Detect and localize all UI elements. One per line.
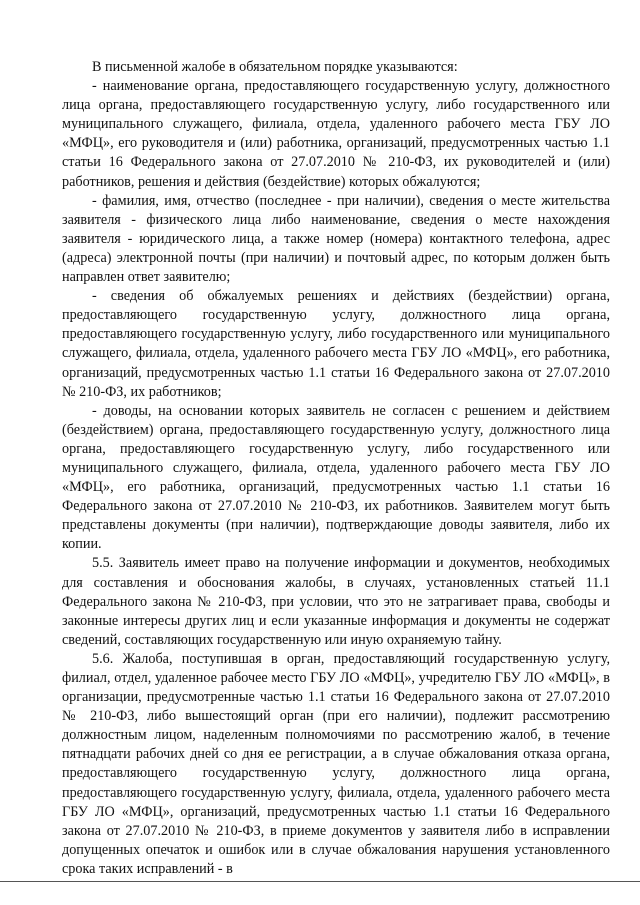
- paragraph-item-decisions: - сведения об обжалуемых решениях и действиях (бездействии) органа, предоставляющего государственную услугу, должностного лица органа, предоставляющего государственную услугу, либо государственного или муниципального служащего, филиала, отдела, удаленного рабочего места ГБУ ЛО «МФЦ», его работника, организаций, предусмотренных частью 1.1 статьи 16 Федерального закона от 27.07.2010 № 210-ФЗ, их работников;: [62, 288, 610, 400]
- paragraph-item-name: - наименование органа, предоставляющего государственную услугу, должностного лица органа, предоставляющего государственную услугу, либо государственного или муниципального служащего, филиала, отдела, удаленного рабочего места ГБУ ЛО «МФЦ», его руководителя и (или) работника, организаций, предусмотренных частью 1.1 статьи 16 Федерального закона от 27.07.2010 № 210-ФЗ, их руководителей и (или) работников, решения и действия (бездействие) которых обжалуются;: [62, 78, 610, 190]
- page-bottom-edge: [0, 881, 640, 882]
- paragraph-item-applicant: - фамилия, имя, отчество (последнее - при наличии), сведения о месте жительства заявителя - физического лица либо наименование, сведения о месте нахождения заявителя - юридического лица, а также номер (номера) контактного телефона, адрес (адреса) электронной почты (при наличии) и почтовый адрес, по которым должен быть направлен ответ заявителю;: [62, 192, 610, 286]
- paragraph-5-5: 5.5. Заявитель имеет право на получение информации и документов, необходимых для составления и обоснования жалобы, в случаях, установленных статьей 11.1 Федерального закона № 210-ФЗ, при условии, что это не затрагивает права, свободы и законные интересы других лиц и если указанные информация и документы не содержат сведений, составляющих государственную или иную охраняемую тайну.: [62, 555, 610, 648]
- document-page: [62, 58, 610, 879]
- paragraph-5-6: 5.6. Жалоба, поступившая в орган, предоставляющий государственную услугу, филиал, отдел, удаленное рабочее место ГБУ ЛО «МФЦ», учредителю ГБУ ЛО «МФЦ», в организации, предусмотренные частью 1.1 статьи 16 Федерального закона от 27.07.2010 № 210-ФЗ, либо вышестоящий орган (при его наличии), подлежит рассмотрению должностным лицом, наделенным полномочиями по рассмотрению жалоб, в течение пятнадцати рабочих дней со дня ее регистрации, а в случае обжалования отказа органа, предоставляющего государственную услугу, должностного лица органа, предоставляющего государственную услугу, филиала, отдела, удаленного рабочего места ГБУ ЛО «МФЦ», организаций, предусмотренных частью 1.1 статьи 16 Федерального закона от 27.07.2010 № 210-ФЗ, в приеме документов у заявителя либо в исправлении допущенных опечаток и ошибок или в случае обжалования нарушения установленного срока таких исправлений - в: [62, 650, 610, 877]
- paragraph-item-arguments: - доводы, на основании которых заявитель не согласен с решением и действием (бездействием) органа, предоставляющего государственную услугу, должностного лица органа, предоставляющего государственную услугу, либо государственного или муниципального служащего, филиала, отдела, удаленного рабочего места ГБУ ЛО «МФЦ», его работника, организаций, предусмотренных частью 1.1 статьи 16 Федерального закона от 27.07.2010 № 210-ФЗ, их работников. Заявителем могут быть представлены документы (при наличии), подтверждающие доводы заявителя, либо их копии.: [62, 402, 610, 553]
- paragraph-intro: В письменной жалобе в обязательном порядке указываются:: [92, 59, 458, 75]
